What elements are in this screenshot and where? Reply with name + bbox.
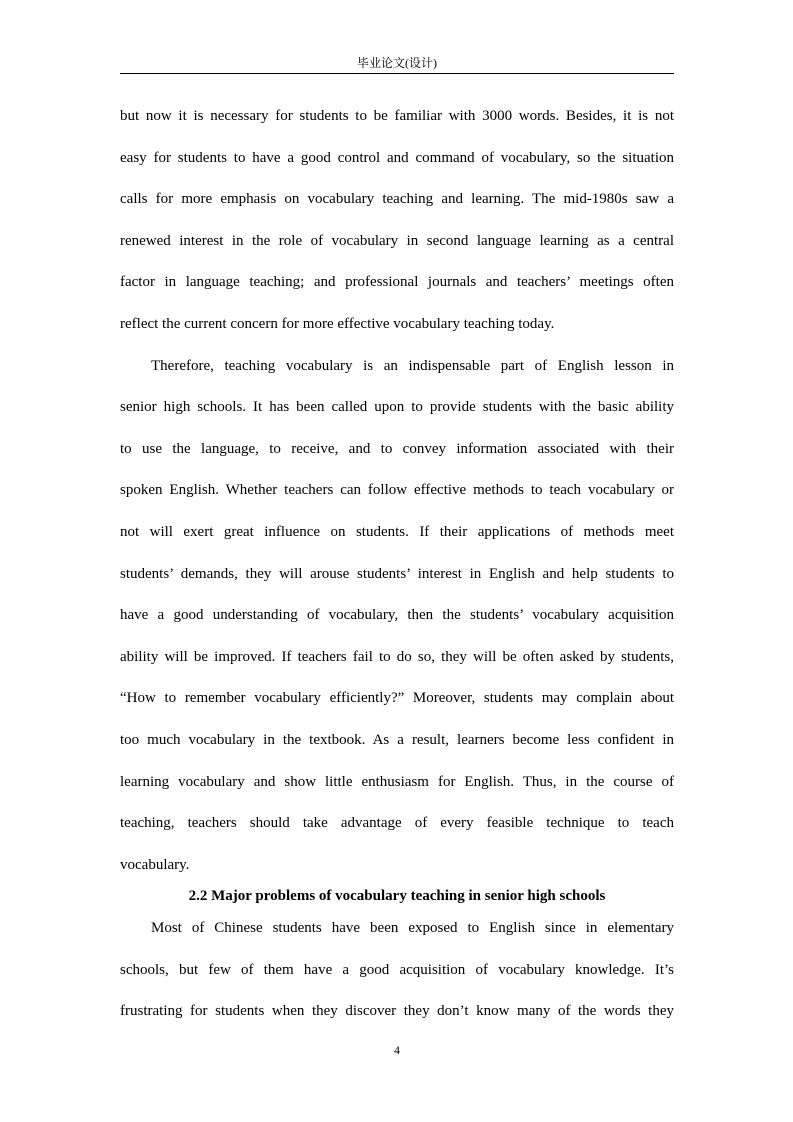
text-line: frustrating for students when they discover they don’t know many of the words they	[120, 1003, 674, 1020]
text-line: reflect the current concern for more effective vocabulary teaching today.	[120, 315, 555, 332]
text-line: ability will be improved. If teachers fail to do so, they will be often asked by students,	[120, 648, 674, 665]
text-line: spoken English. Whether teachers can follow effective methods to teach vocabulary or	[120, 482, 674, 499]
page-header: 毕业论文(设计)	[357, 56, 437, 70]
text-line: schools, but few of them have a good acquisition of vocabulary knowledge. It’s	[120, 961, 674, 978]
text-line: renewed interest in the role of vocabulary in second language learning as a central	[120, 232, 674, 249]
paragraph-2	[120, 346, 674, 887]
text-line: to use the language, to receive, and to convey information associated with their	[120, 440, 674, 457]
page-number: 4	[394, 1043, 400, 1057]
section-heading: 2.2 Major problems of vocabulary teaching in senior high schools	[188, 888, 606, 904]
document-body	[120, 96, 674, 886]
text-line: “How to remember vocabulary efficiently?” Moreover, students may complain about	[120, 690, 674, 707]
header-divider	[120, 73, 674, 74]
paragraph-1	[120, 96, 674, 346]
text-line: learning vocabulary and show little enthusiasm for English. Thus, in the course of	[120, 773, 674, 790]
text-line: not will exert great influence on students. If their applications of methods meet	[120, 523, 674, 540]
text-line: have a good understanding of vocabulary, then the students’ vocabulary acquisition	[120, 607, 674, 624]
text-line: too much vocabulary in the textbook. As a result, learners become less confident in	[120, 731, 674, 748]
text-line: senior high schools. It has been called upon to provide students with the basic ability	[120, 399, 674, 416]
text-line: Therefore, teaching vocabulary is an indispensable part of English lesson in	[151, 357, 674, 374]
text-line: students’ demands, they will arouse students’ interest in English and help students to	[120, 565, 674, 582]
text-line: calls for more emphasis on vocabulary teaching and learning. The mid-1980s saw a	[120, 191, 674, 208]
text-line: teaching, teachers should take advantage of every feasible technique to teach	[120, 815, 674, 832]
text-line: easy for students to have a good control and command of vocabulary, so the situation	[120, 149, 674, 166]
paragraph-3	[120, 908, 674, 1033]
text-line: but now it is necessary for students to be familiar with 3000 words. Besides, it is not	[120, 108, 674, 124]
text-line: factor in language teaching; and professional journals and teachers’ meetings often	[120, 274, 674, 291]
text-line: Most of Chinese students have been exposed to English since in elementary	[151, 920, 674, 936]
text-line: vocabulary.	[120, 856, 190, 873]
